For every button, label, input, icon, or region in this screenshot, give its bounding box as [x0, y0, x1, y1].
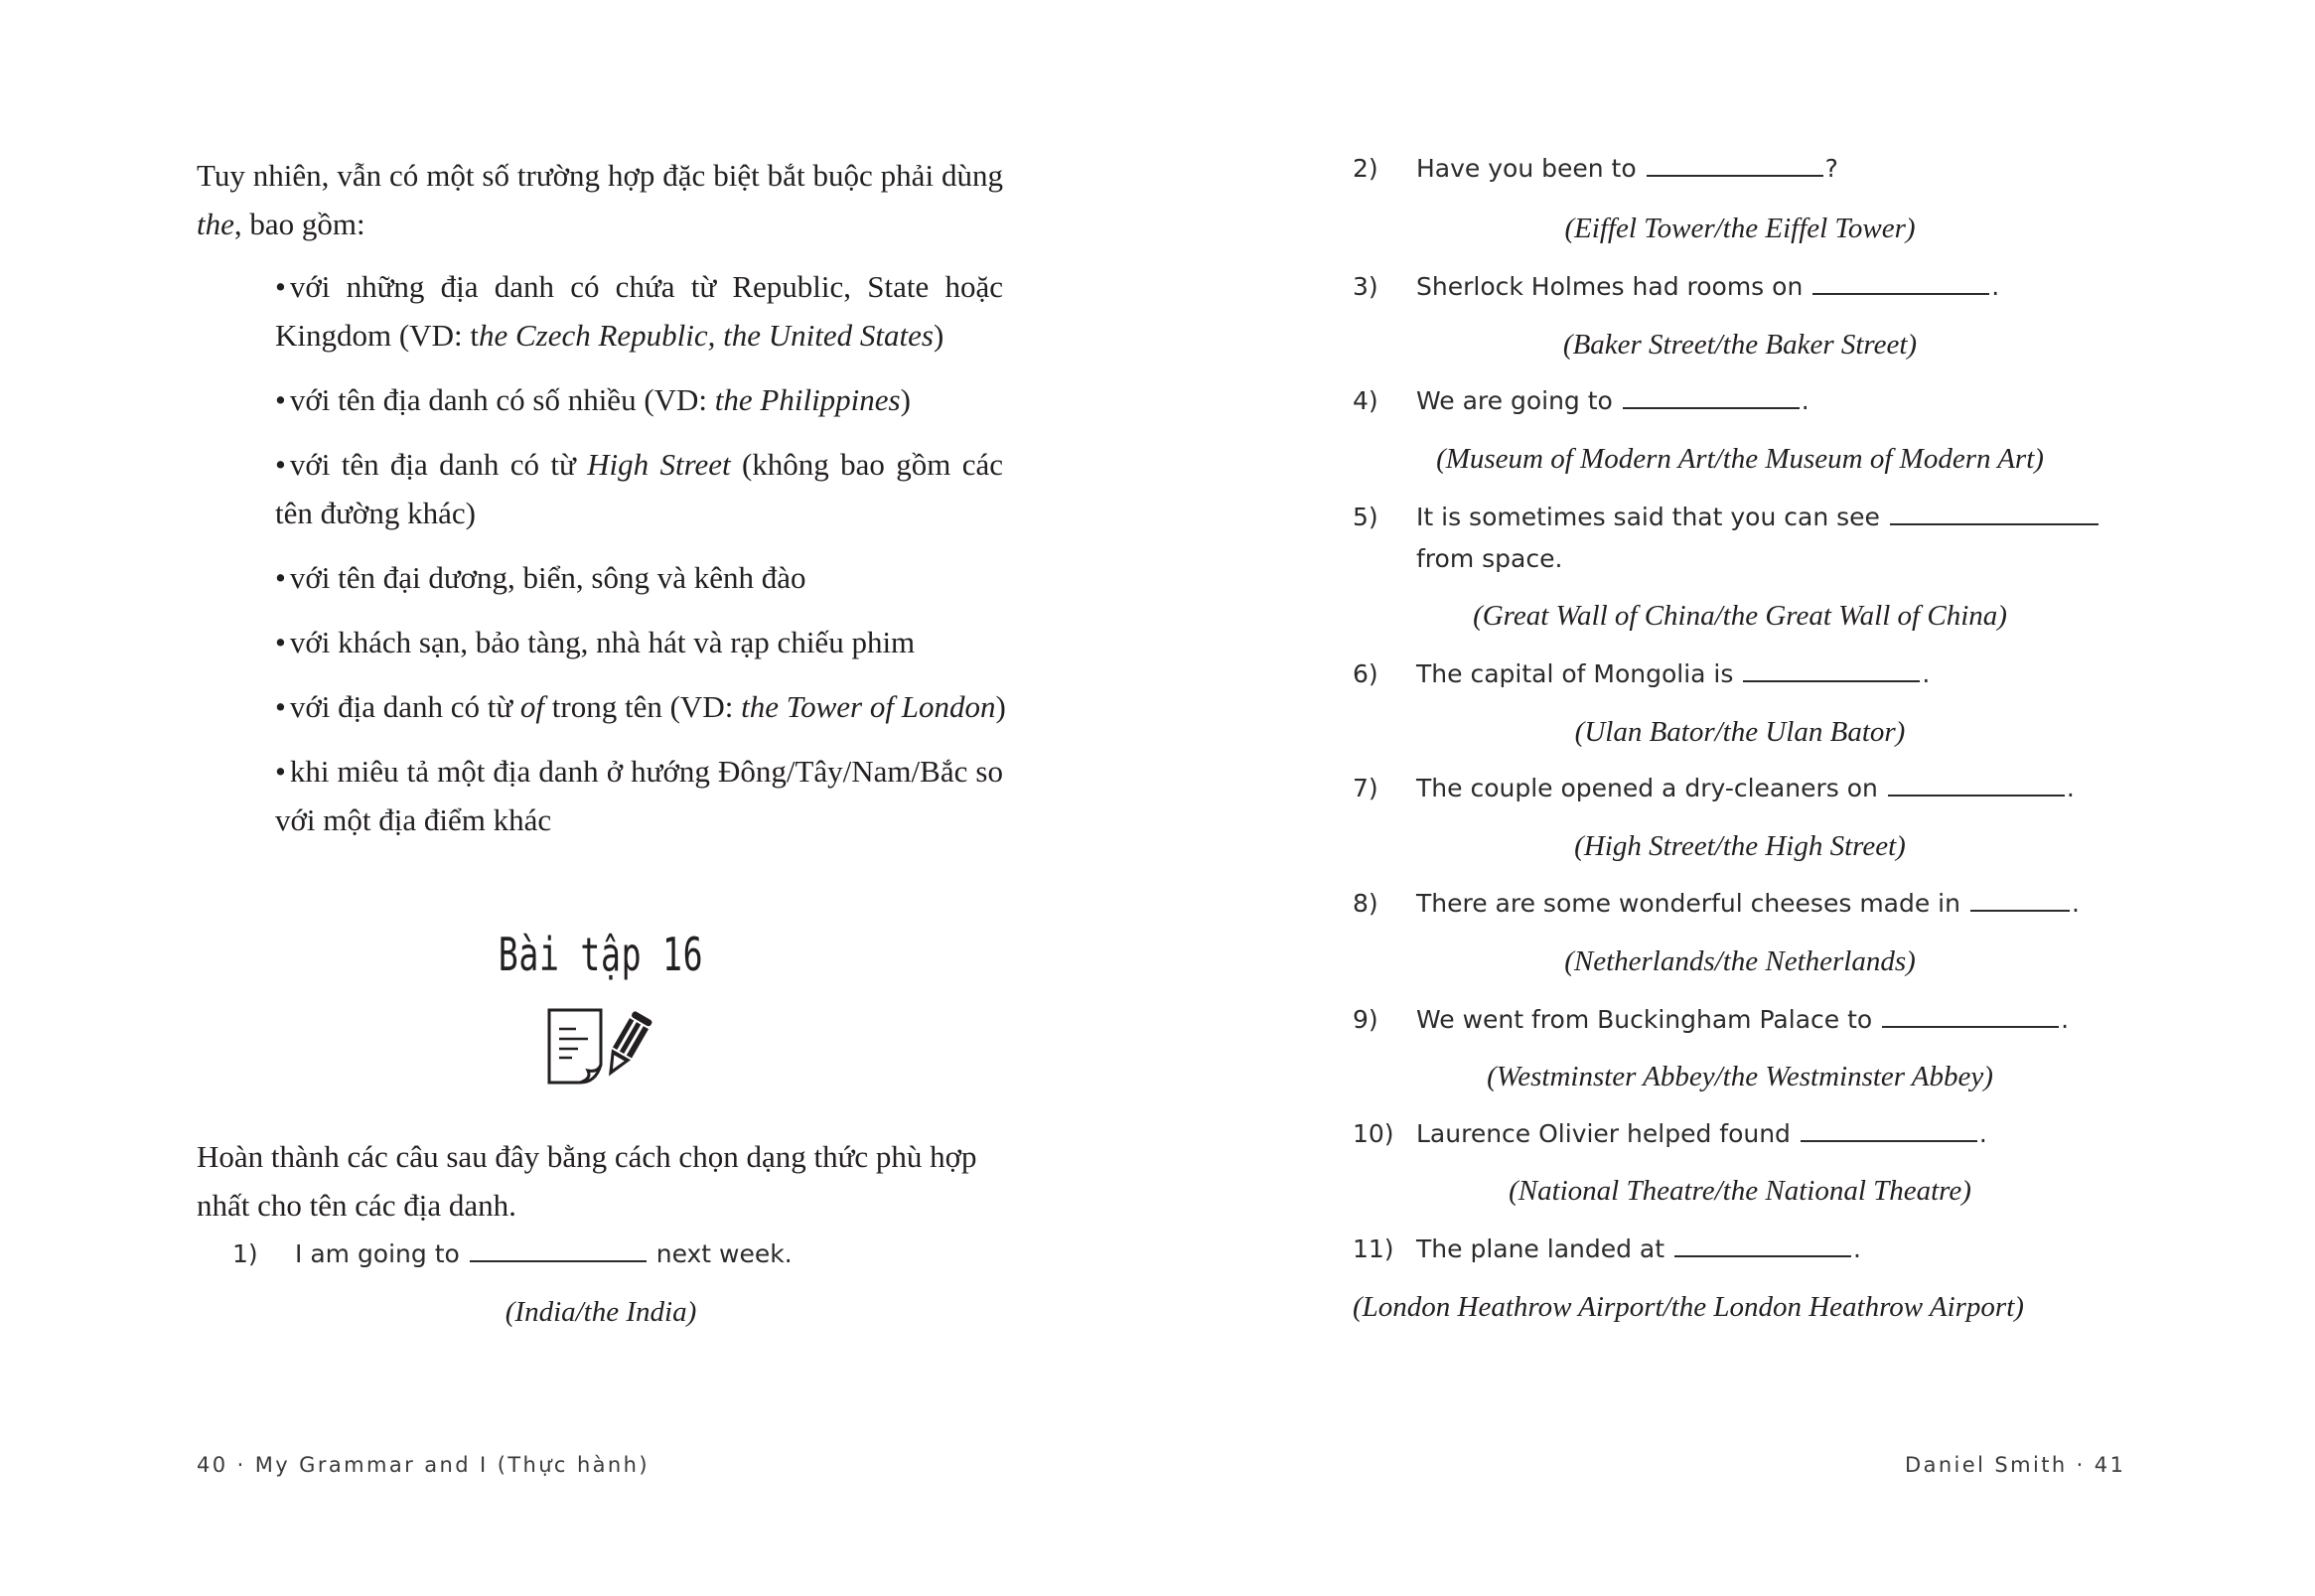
bullet-italic: he Czech Republic, the United States: [478, 318, 934, 353]
instruction-paragraph: Hoàn thành các câu sau đây bằng cách chọn dạng thức phù hợp nhất cho tên các địa danh.: [197, 1139, 977, 1223]
item-hint: (Netherlands/the Netherlands): [1564, 945, 1916, 977]
exercise-item-6: [1416, 659, 1930, 688]
item-text: We went from Buckingham Palace to: [1416, 1005, 1873, 1034]
exercise-item-9: [1416, 1005, 2069, 1034]
bullet-item: [275, 747, 1003, 844]
bullet-dot: [275, 689, 290, 724]
bullet-item: [275, 262, 1003, 360]
bullet-item: [275, 682, 1010, 731]
bullet-text: khi miêu tả một địa danh ở hướng Đông/Tây/Nam/Bắc so với một địa điểm khác: [275, 754, 1003, 837]
bullet-text: với tên đại dương, biển, sông và kênh đào: [289, 560, 806, 595]
exercise-item-4: [1416, 386, 1809, 415]
item-hint: (Ulan Bator/the Ulan Bator): [1574, 716, 1906, 748]
bullet-text-end: ): [933, 318, 944, 353]
document-pencil-icon: [546, 1007, 655, 1091]
item-number: 10): [1353, 1119, 1394, 1148]
bullet-italic: High Street: [587, 447, 731, 482]
item-hint: (Great Wall of China/the Great Wall of China): [1473, 600, 2007, 632]
exercise-item-8: [1416, 889, 2080, 918]
page-footer-left: 40 · My Grammar and I (Thực hành): [197, 1453, 650, 1477]
bullet-text: với tên địa danh có số nhiều (VD:: [289, 382, 715, 417]
bullet-item: [275, 440, 1003, 537]
item-hint: (High Street/the High Street): [1574, 830, 1906, 862]
item-number: 7): [1353, 774, 1378, 802]
item-text: Laurence Olivier helped found: [1416, 1119, 1791, 1148]
item-text: We are going to: [1416, 386, 1613, 415]
exercise-item-7: [1416, 774, 2075, 802]
item-number: 9): [1353, 1005, 1378, 1034]
bullet-dot: [275, 754, 290, 789]
bullet-item: [275, 553, 1003, 602]
item-text-after: .: [2071, 889, 2080, 918]
item-text: Sherlock Holmes had rooms on: [1416, 272, 1804, 301]
item-number: 5): [1353, 503, 1378, 531]
intro-italic: the: [197, 207, 234, 241]
answer-blank[interactable]: [1801, 1139, 1977, 1142]
bullet-italic-2: the Tower of London: [741, 689, 996, 724]
bullet-dot: [275, 447, 290, 482]
answer-blank[interactable]: [1888, 794, 2065, 797]
answer-blank[interactable]: [1743, 679, 1920, 682]
item-text: It is sometimes said that you can see: [1416, 503, 1880, 531]
item-number: 4): [1353, 386, 1378, 415]
item-text: Have you been to: [1416, 154, 1637, 183]
left-page: [0, 0, 1157, 1596]
page-footer-right: Daniel Smith · 41: [1905, 1453, 2126, 1477]
item-number: 1): [232, 1239, 258, 1268]
item-hint: (Museum of Modern Art/the Museum of Modern Art): [1436, 443, 2044, 475]
answer-blank[interactable]: [1882, 1025, 2059, 1028]
item-hint: (Baker Street/the Baker Street): [1562, 329, 1918, 361]
item-hint: (National Theatre/the National Theatre): [1509, 1175, 1971, 1207]
item-text-after: .: [2066, 774, 2075, 802]
exercise-item-2: [1416, 154, 1838, 183]
item-text: The capital of Mongolia is: [1416, 659, 1734, 688]
item-text-after: .: [1853, 1234, 1861, 1263]
item-text: There are some wonderful cheeses made in: [1416, 889, 1960, 918]
bullet-dot: [275, 625, 290, 659]
bullet-dot: [275, 382, 290, 417]
answer-blank[interactable]: [470, 1259, 647, 1262]
item-text-after: .: [1978, 1119, 1987, 1148]
intro-paragraph: [197, 151, 1003, 248]
bullet-italic: of: [519, 689, 545, 724]
answer-blank[interactable]: [1890, 522, 2098, 525]
exercise-title: Bài tập 16: [498, 928, 704, 981]
bullet-text: với khách sạn, bảo tàng, nhà hát và rạp chiếu phim: [289, 625, 916, 659]
item-text: I am going to: [295, 1239, 460, 1268]
bullet-item: [275, 618, 1003, 666]
bullet-text: với những địa danh có chứa từ Republic, State hoặc Kingdom (VD: t: [275, 269, 1003, 353]
answer-blank[interactable]: [1674, 1254, 1851, 1257]
item-text-after: ?: [1824, 154, 1838, 183]
intro-text: Tuy nhiên, vẫn có một số trường hợp đặc biệt bắt buộc phải dùng: [197, 158, 1003, 193]
item-text-after: .: [1991, 272, 2000, 301]
exercise-item-1: [295, 1239, 793, 1268]
item-number: 2): [1353, 154, 1378, 183]
exercise-item-10: [1416, 1119, 1987, 1148]
bullet-text-mid: trong tên (VD:: [544, 689, 742, 724]
item-text-after: .: [2061, 1005, 2070, 1034]
item-number: 3): [1353, 272, 1378, 301]
bullet-text-end: ): [995, 689, 1006, 724]
answer-blank[interactable]: [1970, 909, 2070, 912]
bullet-text: với địa danh có từ: [289, 689, 520, 724]
bullet-text-end: ): [900, 382, 911, 417]
answer-blank[interactable]: [1623, 406, 1800, 409]
item-text: The plane landed at: [1416, 1234, 1665, 1263]
bullet-dot: [275, 560, 290, 595]
item-number: 8): [1353, 889, 1378, 918]
exercise-item-5: [1416, 503, 2100, 531]
answer-blank[interactable]: [1647, 174, 1823, 177]
item-text-continued: from space.: [1416, 544, 1563, 573]
bullet-italic: the Philippines: [714, 382, 901, 417]
item-number: 11): [1353, 1234, 1394, 1263]
exercise-item-3: [1416, 272, 1999, 301]
right-page: [1158, 0, 2315, 1596]
item-hint: (Eiffel Tower/the Eiffel Tower): [1564, 213, 1916, 244]
intro-text-end: , bao gồm:: [233, 207, 365, 241]
item-text-after: .: [1801, 386, 1809, 415]
bullet-dot: [275, 269, 290, 304]
item-number: 6): [1353, 659, 1378, 688]
item-text: The couple opened a dry-cleaners on: [1416, 774, 1878, 802]
item-text-after: .: [1922, 659, 1931, 688]
item-hint: (London Heathrow Airport/the London Heathrow Airport): [1353, 1291, 2024, 1323]
bullet-text: với tên địa danh có từ: [289, 447, 588, 482]
item-hint: (India/the India): [505, 1296, 697, 1328]
bullet-text-end: (không bao gồm các tên đường khác): [275, 447, 1003, 530]
item-hint: (Westminster Abbey/the Westminster Abbey): [1487, 1061, 1993, 1092]
bullet-item: [275, 375, 1003, 424]
item-text-after: next week.: [655, 1239, 793, 1268]
exercise-item-11: [1416, 1234, 1861, 1263]
answer-blank[interactable]: [1812, 292, 1989, 295]
